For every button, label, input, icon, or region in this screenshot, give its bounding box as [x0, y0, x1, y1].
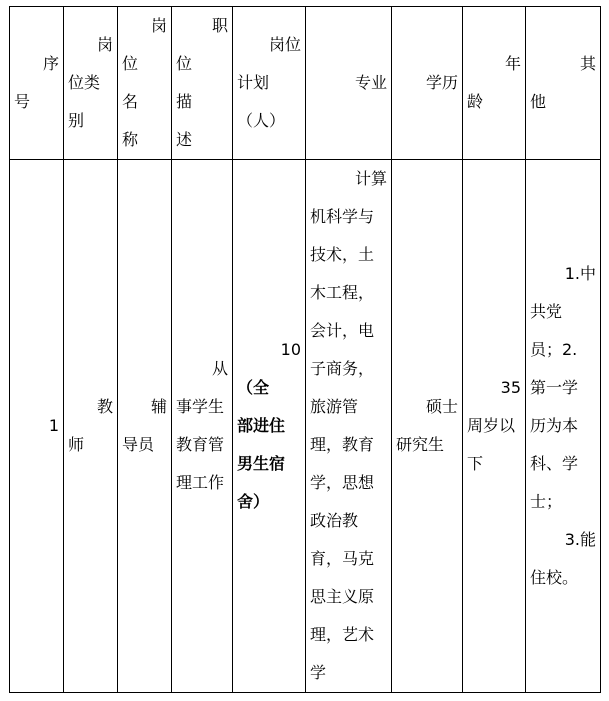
cell-text-line: 计算 [354, 169, 387, 188]
cell-text-line: 男生宿 [237, 454, 286, 473]
cell-text-line: 学历 [425, 73, 458, 92]
cell-text-line: 历为本 [530, 416, 579, 435]
cell-text-line: 号 [14, 92, 31, 111]
cell-text-line: 岗 [96, 35, 113, 54]
cell-text-line: 其 [579, 54, 596, 73]
cell-text-line: 专业 [354, 73, 387, 92]
cell-text-line: 政治教 [310, 511, 359, 530]
cell-text-line: 教育管 [176, 435, 225, 454]
cell-text-line: 龄 [467, 92, 484, 111]
cell-text-line: 师 [68, 435, 85, 454]
cell-position-description [172, 160, 233, 693]
cell-other [526, 160, 601, 693]
cell-text-line: 理，艺术 [310, 625, 375, 644]
header-education [392, 7, 463, 160]
cell-text-line: （全 [237, 378, 270, 397]
cell-text-line: 旅游管 [310, 397, 359, 416]
cell-text-line: 称 [122, 130, 139, 149]
cell-text-line: 1 [48, 416, 59, 435]
cell-text-line: 士； [530, 492, 563, 511]
cell-text-line: 科、学 [530, 454, 579, 473]
cell-text-line: 硕士 [425, 397, 458, 416]
cell-text-line: 35 [500, 378, 521, 397]
cell-major [306, 160, 392, 693]
cell-text-line: 机科学与 [310, 207, 375, 226]
cell-text-line: 导员 [122, 435, 155, 454]
cell-text-line: 思主义原 [310, 587, 375, 606]
header-position-name [118, 7, 172, 160]
cell-text-line: 理，教育 [310, 435, 375, 454]
cell-text-line: 共党 [530, 302, 563, 321]
cell-text-line: 员；2. [530, 340, 578, 359]
header-headcount [233, 7, 306, 160]
table-row [10, 160, 601, 693]
cell-text-line: 计划 [237, 73, 270, 92]
cell-text-line: 述 [176, 130, 193, 149]
header-category [64, 7, 118, 160]
cell-text-line: 学，思想 [310, 473, 375, 492]
cell-text-line: 位 [176, 54, 193, 73]
cell-text-line: 从 [211, 359, 228, 378]
cell-text-line: 部进住 [237, 416, 286, 435]
cell-text-line: 研究生 [396, 435, 445, 454]
cell-category [64, 160, 118, 693]
cell-text-line: 周岁以 [467, 416, 516, 435]
cell-text-line: 名 [122, 92, 139, 111]
cell-text-line: 位类 [68, 73, 101, 92]
cell-text-line: 下 [467, 454, 484, 473]
header-row [10, 7, 601, 160]
cell-text-line: 第一学 [530, 378, 579, 397]
cell-text-line: 他 [530, 92, 547, 111]
cell-age [463, 160, 526, 693]
cell-text-line: 住校。 [530, 568, 579, 587]
cell-text-line: 职 [211, 16, 228, 35]
cell-text-line: 技术，土 [310, 245, 375, 264]
cell-index [10, 160, 64, 693]
cell-text-line: 1.中 [564, 264, 596, 283]
cell-text-line: 序 [42, 54, 59, 73]
cell-text-line: 年 [504, 54, 521, 73]
cell-text-line: 木工程， [310, 283, 375, 302]
cell-text-line: 舍） [237, 492, 270, 511]
header-position-description [172, 7, 233, 160]
header-age [463, 7, 526, 160]
cell-text-line: 教 [96, 397, 113, 416]
cell-text-line: 事学生 [176, 397, 225, 416]
cell-position-name [118, 160, 172, 693]
header-major [306, 7, 392, 160]
cell-text-line: 3.能 [564, 530, 596, 549]
cell-text-line: 学 [310, 663, 327, 682]
cell-text-line: 岗 [150, 16, 167, 35]
cell-text-line: 辅 [150, 397, 167, 416]
cell-headcount [233, 160, 306, 693]
cell-education [392, 160, 463, 693]
cell-text-line: 岗位 [268, 35, 301, 54]
cell-text-line: 理工作 [176, 473, 225, 492]
cell-text-line: 描 [176, 92, 193, 111]
cell-text-line: （人） [237, 111, 286, 130]
header-index [10, 7, 64, 160]
cell-text-line: 子商务， [310, 359, 375, 378]
cell-text-line: 育，马克 [310, 549, 375, 568]
cell-text-line: 位 [122, 54, 139, 73]
cell-text-line: 10 [280, 340, 301, 359]
header-other [526, 7, 601, 160]
cell-text-line: 别 [68, 111, 85, 130]
recruitment-table [9, 6, 601, 693]
cell-text-line: 会计，电 [310, 321, 375, 340]
